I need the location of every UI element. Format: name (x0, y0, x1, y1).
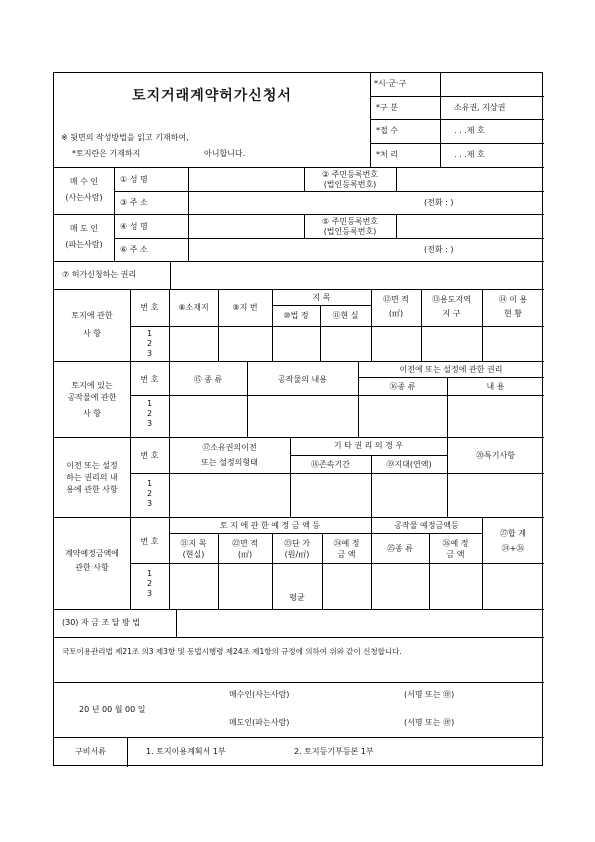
land-row-number: 3 (146, 349, 153, 358)
rights-row-number: 2 (146, 489, 153, 498)
rights-label-sub: 하는 권리의 내 (66, 473, 118, 482)
rights-ownership-header: ⑰소유권의이전 (202, 443, 257, 452)
land-label: 토지에 관한 (71, 311, 113, 320)
price-structure-planned-sub: 금 액 (446, 550, 465, 559)
land-zone-header: ⑬용도지역 (432, 295, 471, 304)
rights-ownership-sub: 또는 설정의형태 (201, 458, 258, 467)
attachment-item: 1. 토지이용계획서 1부 (146, 747, 226, 756)
structures-kind2-header: ⑯종 류 (389, 382, 416, 391)
structures-row-number: 2 (146, 409, 153, 418)
buyer-id-label: ② 주민등록번호 (321, 170, 379, 179)
seller-address-label: ⑥ 주 소 (120, 245, 148, 254)
seller-id-label-sub: (법인등록번호) (323, 227, 377, 236)
price-no-header: 번 호 (140, 537, 159, 546)
receipt-value: . . .제 호 (454, 126, 485, 135)
structures-kind-header: ⑮ 종 류 (193, 375, 223, 384)
attachment-item: 2. 토지등기부등본 1부 (294, 747, 374, 756)
land-area-unit: (㎡) (388, 309, 404, 318)
buyer-address-label: ③ 주 소 (120, 198, 148, 207)
land-lot-header: ⑨지 번 (232, 303, 258, 312)
price-unit-sub: (원/㎡) (284, 550, 310, 559)
funding-label: (30) 자 금 조 달 방 법 (62, 618, 141, 627)
structures-label-sub2: 사 항 (83, 409, 101, 418)
seller-label: 매 도 인 (69, 224, 99, 233)
price-land-kind-header: ㉑지 목 (180, 539, 207, 548)
rights-label-sub2: 용에 관한 사항 (66, 485, 118, 494)
instruction-line-2b: 아니합니다. (204, 149, 246, 158)
buyer-phone: (전화 : ) (424, 198, 454, 207)
buyer-name-label: ① 성 명 (120, 175, 148, 184)
price-label-sub: 관한 사항 (75, 563, 109, 572)
price-row-number: 2 (146, 579, 153, 588)
price-planned-sub: 금 액 (337, 550, 356, 559)
buyer-label: 매 수 인 (69, 177, 99, 186)
right-applied-label: ⑦ 허가신청하는 권리 (62, 270, 137, 279)
signature-date: 20 년 00 월 00 일 (79, 705, 146, 714)
structures-row-number: 1 (146, 399, 153, 408)
price-land-kind-sub: (현실) (182, 550, 205, 559)
land-use-header: ⑭ 이 용 (498, 295, 528, 304)
price-planned-header: ㉔예 정 (333, 539, 360, 548)
price-row-number: 3 (146, 589, 153, 598)
structures-content2-header: 내 용 (486, 382, 505, 391)
land-no-header: 번 호 (140, 303, 159, 312)
rights-row-number: 3 (146, 499, 153, 508)
rights-other-header: 기 타 권 리 의 경 우 (333, 441, 404, 450)
seller-phone: (전화 : ) (424, 245, 454, 254)
structures-label: 토지에 있는 (71, 381, 113, 390)
seller-label-sub: (파는사람) (65, 240, 103, 249)
structures-transfer-header: 이전에 또는 설정에 관한 권리 (399, 365, 503, 374)
instruction-line-1: ※ 뒷면의 작성방법을 읽고 기재하여, (61, 133, 189, 142)
buyer-label-sub: (사는사람) (65, 193, 103, 202)
form-title: 토지거래계약허가신청서 (132, 88, 292, 104)
land-row-number: 1 (146, 329, 153, 338)
process-value: . . .제 호 (454, 150, 485, 159)
structures-row-number: 3 (146, 419, 153, 428)
instruction-line-2: *토지란은 기재하지 (72, 149, 141, 158)
attachments-label: 구비서류 (75, 747, 106, 756)
rights-label: 이전 또는 설정 (66, 461, 118, 470)
price-average-label: 평균 (289, 593, 305, 602)
land-location-header: ⑧소재지 (178, 303, 209, 312)
rights-row-number: 1 (146, 479, 153, 488)
process-label: *처 리 (376, 150, 398, 159)
land-label-sub: 사 항 (83, 329, 101, 338)
price-structure-planned-header: ㉖예 정 (442, 539, 469, 548)
price-area-unit: (㎡) (237, 550, 253, 559)
seller-signature-mark: (서명 또는 ㊞) (404, 718, 455, 727)
land-actual-header: ⑪현 실 (332, 311, 359, 320)
category-value: 소유권, 지상권 (454, 103, 506, 112)
land-legal-header: ⑩법 정 (283, 311, 309, 320)
receipt-label: *접 수 (376, 126, 398, 135)
price-row-number: 1 (146, 569, 153, 578)
rights-special-header: ⑳특기사항 (476, 451, 515, 460)
price-structure-kind-header: ㉕종 류 (387, 544, 413, 553)
rights-no-header: 번 호 (140, 451, 159, 460)
rights-duration-header: ⑱존속기간 (311, 460, 350, 469)
buyer-signature-mark: (서명 또는 ㊞) (404, 690, 455, 699)
structures-label-sub: 공작물에 관한 (67, 393, 117, 402)
price-land-header: 토 지 에 관 한 예 정 금 액 등 (219, 521, 321, 530)
price-label: 계약예정금액에 (64, 549, 120, 558)
structures-content-header: 공작물의 내용 (278, 375, 327, 384)
price-total-header: ㉗합 계 (500, 529, 526, 538)
rights-rent-header: ⑲지대(연액) (386, 460, 432, 469)
land-category-header: 지 목 (312, 293, 331, 302)
structures-no-header: 번 호 (140, 375, 159, 384)
seller-name-label: ④ 성 명 (120, 222, 148, 231)
buyer-id-label-sub: (법인등록번호) (323, 180, 377, 189)
seller-signature-label: 매도인(파는사람) (229, 718, 290, 727)
declaration-text: 국토이용관리법 제21조 의3 제3항 및 동법시행령 제24조 제1항의 규정에 의하여 위와 같이 신청합니다. (62, 647, 402, 656)
application-form (53, 72, 543, 766)
price-area-header: ㉒면 적 (232, 539, 258, 548)
price-structure-header: 공작물 예정금액등 (394, 521, 459, 530)
price-total-formula: ㉔+㉖ (501, 544, 525, 553)
price-unit-header: ㉓단 가 (284, 539, 310, 548)
land-use-sub: 현 황 (504, 309, 522, 318)
land-row-number: 2 (146, 339, 153, 348)
category-label: *구 분 (376, 103, 398, 112)
land-zone-sub: 지 구 (442, 309, 461, 318)
land-area-header: ⑫면 적 (383, 295, 409, 304)
seller-id-label: ⑤ 주민등록번호 (321, 217, 379, 226)
city-label: *시·군·구 (374, 79, 407, 88)
buyer-signature-label: 매수인(사는사람) (229, 690, 290, 699)
